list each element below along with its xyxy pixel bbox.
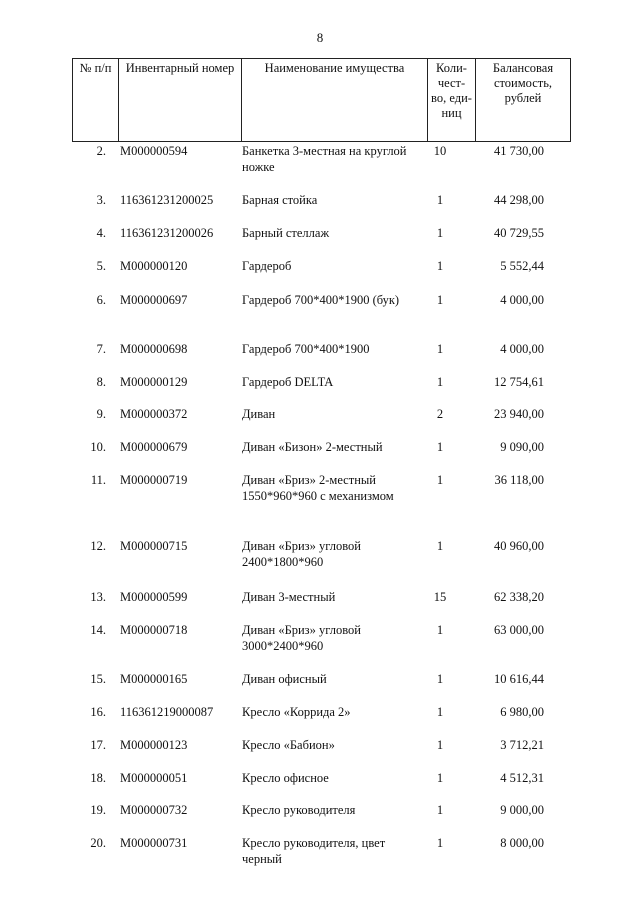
row-quantity: 1 bbox=[436, 705, 444, 719]
row-quantity: 1 bbox=[436, 738, 444, 752]
row-item-name: Кресло офисное bbox=[242, 771, 329, 785]
row-inventory-number: 116361231200025 bbox=[120, 193, 214, 207]
row-quantity: 1 bbox=[436, 672, 444, 686]
header-num: № п/п bbox=[73, 59, 119, 142]
row-quantity: 1 bbox=[436, 803, 444, 817]
row-balance-cost: 8 000,00 bbox=[500, 836, 544, 850]
row-item-name: Диван «Бриз» 2-местный 1550*960*960 с механизмом bbox=[242, 473, 394, 503]
page-number: 8 bbox=[316, 30, 324, 45]
row-inventory-number: М000000715 bbox=[120, 539, 188, 553]
row-quantity: 2 bbox=[436, 407, 444, 421]
row-item-name: Кресло «Бабион» bbox=[242, 738, 335, 752]
row-balance-cost: 3 712,21 bbox=[500, 738, 544, 752]
row-item-name: Кресло руководителя bbox=[242, 803, 356, 817]
row-quantity: 1 bbox=[436, 836, 444, 850]
row-balance-cost: 23 940,00 bbox=[494, 407, 544, 421]
row-balance-cost: 4 000,00 bbox=[500, 342, 544, 356]
row-quantity: 1 bbox=[436, 193, 444, 207]
row-number: 3. bbox=[96, 193, 106, 207]
row-inventory-number: М000000594 bbox=[120, 144, 188, 158]
row-quantity: 1 bbox=[436, 623, 444, 637]
header-inventory: Инвентарный номер bbox=[119, 59, 242, 142]
row-inventory-number: М000000731 bbox=[120, 836, 188, 850]
row-number: 4. bbox=[96, 226, 106, 240]
row-quantity: 1 bbox=[436, 375, 444, 389]
row-item-name: Барный стеллаж bbox=[242, 226, 330, 240]
row-balance-cost: 62 338,20 bbox=[494, 590, 544, 604]
row-balance-cost: 10 616,44 bbox=[494, 672, 544, 686]
row-item-name: Диван «Бриз» угловой 3000*2400*960 bbox=[242, 623, 361, 653]
row-inventory-number: М000000372 bbox=[120, 407, 188, 421]
row-quantity: 10 bbox=[433, 144, 447, 158]
row-inventory-number: 116361219000087 bbox=[120, 705, 214, 719]
row-balance-cost: 9 090,00 bbox=[500, 440, 544, 454]
row-inventory-number: М000000698 bbox=[120, 342, 188, 356]
row-number: 6. bbox=[96, 293, 106, 307]
row-balance-cost: 6 980,00 bbox=[500, 705, 544, 719]
header-cost: Балансовая стоимость, рублей bbox=[476, 59, 571, 142]
header-qty: Коли-чест-во, еди-ниц bbox=[428, 59, 476, 142]
row-number: 7. bbox=[96, 342, 106, 356]
row-item-name: Гардероб DELTA bbox=[242, 375, 334, 389]
row-balance-cost: 12 754,61 bbox=[494, 375, 544, 389]
row-item-name: Гардероб 700*400*1900 (бук) bbox=[242, 293, 400, 307]
row-inventory-number: М000000732 bbox=[120, 803, 188, 817]
row-item-name: Барная стойка bbox=[242, 193, 318, 207]
row-balance-cost: 40 729,55 bbox=[494, 226, 544, 240]
row-item-name: Диван bbox=[242, 407, 276, 421]
row-balance-cost: 36 118,00 bbox=[494, 473, 544, 487]
row-inventory-number: М000000123 bbox=[120, 738, 188, 752]
row-inventory-number: 116361231200026 bbox=[120, 226, 214, 240]
row-quantity: 1 bbox=[436, 473, 444, 487]
row-inventory-number: М000000051 bbox=[120, 771, 188, 785]
row-number: 19. bbox=[90, 803, 106, 817]
row-inventory-number: М000000718 bbox=[120, 623, 188, 637]
row-balance-cost: 5 552,44 bbox=[500, 259, 544, 273]
row-number: 10. bbox=[90, 440, 106, 454]
row-inventory-number: М000000129 bbox=[120, 375, 188, 389]
row-item-name: Гардероб bbox=[242, 259, 292, 273]
row-number: 13. bbox=[90, 590, 106, 604]
row-balance-cost: 9 000,00 bbox=[500, 803, 544, 817]
row-balance-cost: 4 000,00 bbox=[500, 293, 544, 307]
row-number: 11. bbox=[90, 473, 106, 487]
row-item-name: Гардероб 700*400*1900 bbox=[242, 342, 370, 356]
row-inventory-number: М000000697 bbox=[120, 293, 188, 307]
row-number: 8. bbox=[96, 375, 106, 389]
row-balance-cost: 40 960,00 bbox=[494, 539, 544, 553]
row-item-name: Диван 3-местный bbox=[242, 590, 336, 604]
row-number: 14. bbox=[90, 623, 106, 637]
row-quantity: 1 bbox=[436, 259, 444, 273]
row-quantity: 1 bbox=[436, 342, 444, 356]
row-number: 18. bbox=[90, 771, 106, 785]
row-inventory-number: М000000599 bbox=[120, 590, 188, 604]
row-number: 2. bbox=[96, 144, 106, 158]
row-inventory-number: М000000679 bbox=[120, 440, 188, 454]
row-quantity: 1 bbox=[436, 539, 444, 553]
row-item-name: Диван «Бизон» 2-местный bbox=[242, 440, 383, 454]
row-balance-cost: 44 298,00 bbox=[494, 193, 544, 207]
row-number: 16. bbox=[90, 705, 106, 719]
row-inventory-number: М000000719 bbox=[120, 473, 188, 487]
row-quantity: 15 bbox=[433, 590, 447, 604]
row-number: 20. bbox=[90, 836, 106, 850]
row-item-name: Кресло «Коррида 2» bbox=[242, 705, 351, 719]
row-inventory-number: М000000165 bbox=[120, 672, 188, 686]
row-item-name: Кресло руководителя, цвет черный bbox=[242, 836, 386, 866]
row-inventory-number: М000000120 bbox=[120, 259, 188, 273]
row-number: 15. bbox=[90, 672, 106, 686]
row-balance-cost: 63 000,00 bbox=[494, 623, 544, 637]
row-quantity: 1 bbox=[436, 440, 444, 454]
row-quantity: 1 bbox=[436, 293, 444, 307]
row-quantity: 1 bbox=[436, 226, 444, 240]
row-number: 5. bbox=[96, 259, 106, 273]
row-quantity: 1 bbox=[436, 771, 444, 785]
row-number: 9. bbox=[96, 407, 106, 421]
row-item-name: Диван офисный bbox=[242, 672, 327, 686]
header-name: Наименование имущества bbox=[242, 59, 428, 142]
row-balance-cost: 41 730,00 bbox=[494, 144, 544, 158]
row-balance-cost: 4 512,31 bbox=[500, 771, 544, 785]
row-number: 17. bbox=[90, 738, 106, 752]
row-item-name: Диван «Бриз» угловой 2400*1800*960 bbox=[242, 539, 361, 569]
row-item-name: Банкетка 3-местная на круглой ножке bbox=[242, 144, 407, 174]
row-number: 12. bbox=[90, 539, 106, 553]
